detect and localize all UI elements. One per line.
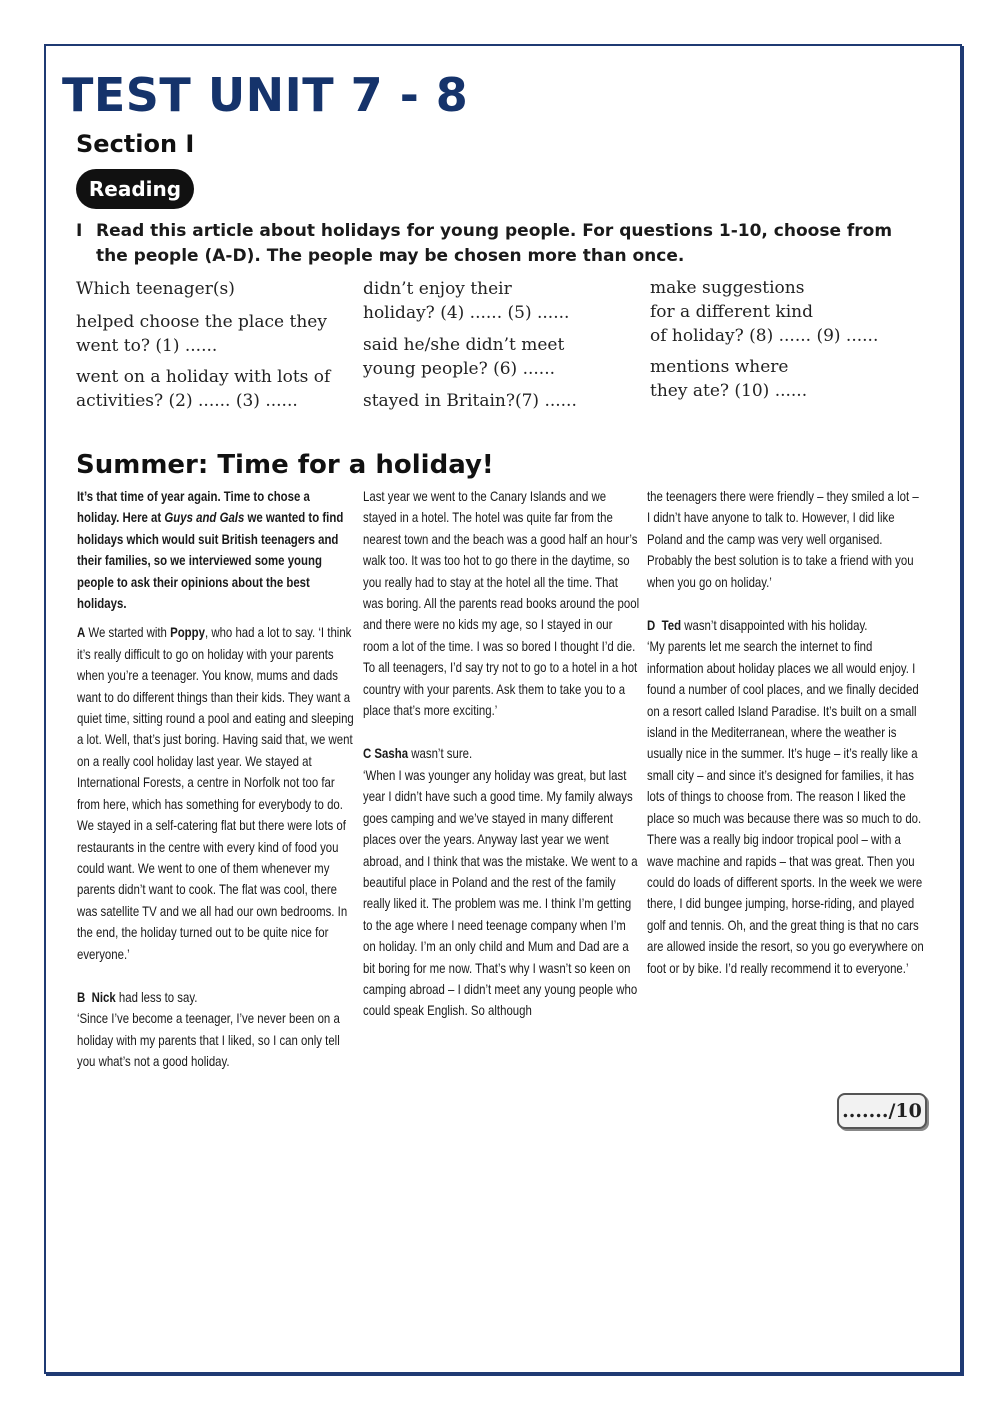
paragraph-letter: D	[647, 618, 656, 634]
question-line: they ate? (10) ......	[650, 381, 808, 401]
score-box: ......./10	[837, 1093, 927, 1129]
paragraph-b-heading	[77, 987, 354, 1008]
question-line: helped choose the place they	[76, 312, 327, 332]
paragraph-b-continued: Last year we went to the Canary Islands and we stayed in a hotel. The hotel was quite far from the nearest town and the beach was a good half an hour’s walk too. It was too hot to go there in the daytime, so you really had to stay at the hotel all the time. That was boring. All the parents read books around the pool and there were no kids my age, so I stayed in our room a lot of the time. I was so bored I thought I’d die. To all teenagers, I’d say try not to go to a hotel in a hot country with your parents. Ask them to take you to a place that’s more exciting.’	[363, 489, 640, 719]
reading-label: Reading	[76, 169, 194, 209]
question-line: stayed in Britain?(7) ......	[363, 391, 577, 411]
paragraph-text: , who had a lot to say. ‘I think it’s really difficult to go on holiday with your parents when you’re a teenager. You know, mums and dads want to do different things than their kids. They want a quiet time, sitting round a pool and eating and sleeping a lot. Well, that’s just boring. Having said that, we went on a really cool holiday last year. We stayed at International Forests, a centre in Norfolk not too far from here, which has something for everybody to do. We stayed in a self-catering flat but there were lots of restaurants in the centre with every kind of food you could want. We went to one of them whenever my parents didn’t want to cook. The flat was cool, there was satellite TV and we all had our own bedrooms. In the end, the holiday turned out to be quite nice for everyone.’	[77, 625, 354, 962]
section-heading: Section I	[76, 130, 195, 158]
questions-col-1	[76, 277, 330, 413]
question-line: of holiday? (8) ...... (9) ......	[650, 326, 879, 346]
paragraph-text: wasn’t disappointed with his holiday.	[681, 618, 868, 634]
person-name: Ted	[661, 618, 682, 634]
question-line: Which teenager(s)	[76, 279, 235, 299]
magazine-name: Guys and Gals	[164, 510, 245, 526]
question-line: went to? (1) ......	[76, 336, 218, 356]
paragraph-c: ‘When I was younger any holiday was great, but last year I didn’t have such a good time. My family always goes camping and we’ve stayed in many different places over the years. Anyway last year we went abroad, and I think that was the mistake. We went to a beautiful place in Poland and the rest of the family really liked it. The problem was me. I think I’m getting to the age where I need teenage company when I’m on holiday. I’m an only child and Mum and Dad are a bit boring for me now. That’s why I wasn’t so keen on camping abroad – I didn’t meet any young people who could speak English. So although	[363, 767, 638, 1019]
paragraph-text: wasn’t sure.	[408, 746, 473, 762]
instruction-text: Read this article about holidays for young people. For questions 1-10, choose from the people (A-D). The people may be chosen more than once.	[96, 221, 893, 266]
instruction	[76, 219, 916, 269]
paragraph-b: ‘Since I’ve become a teenager, I’ve never been on a holiday with my parents that I liked, so I can only tell you what’s not a good holiday.	[77, 1011, 340, 1070]
paragraph-c-continued: the teenagers there were friendly – they smiled a lot – I didn’t have anyone to talk to. However, I did like Poland and the camp was very well organised. Probably the best solution is to take a friend with you when you go on holiday.’	[647, 489, 919, 590]
page-title: TEST UNIT 7 - 8	[62, 68, 469, 122]
question-line: activities? (2) ...... (3) ......	[76, 391, 298, 411]
article-title: Summer: Time for a holiday!	[76, 450, 494, 480]
questions-col-3	[650, 276, 878, 403]
paragraph-c-heading	[363, 743, 640, 764]
question-line: holiday? (4) ...... (5) ......	[363, 303, 570, 323]
paragraph-letter: A	[77, 625, 86, 641]
question-line: said he/she didn’t meet	[363, 335, 565, 355]
question-line: went on a holiday with lots of	[76, 367, 331, 387]
intro-text: we wanted to find holidays which would suit British teenagers and their families, so we interviewed some young people to ask their opinions about the best holidays.	[77, 510, 344, 612]
article-column-2	[363, 486, 640, 1022]
question-line: for a different kind	[650, 302, 813, 322]
article-column-3	[647, 486, 924, 979]
article-column-1	[77, 486, 354, 1073]
paragraph-text: We started with	[85, 625, 171, 641]
paragraph-d-heading	[647, 615, 924, 636]
paragraph-text: had less to say.	[115, 989, 198, 1005]
person-name: Sasha	[374, 746, 409, 762]
intro-text: It’s that time of year again. Time to chose a holiday. Here at	[77, 489, 310, 526]
person-name: Nick	[91, 989, 116, 1005]
question-line: mentions where	[650, 357, 789, 377]
paragraph-d: ‘My parents let me search the internet to find information about holiday places we all would enjoy. I found a number of cool places, and we finally decided on a resort called Island Paradise. It’s built on a small island in the Mediterranean, where the weather is usually nice in the summer. It’s huge – it’s really like a small city – and since it’s designed for families, it has lots of things to choose from. The reason I liked the place so much was because there was so much to do. There was a really big indoor tropical pool – with a wave machine and rapids – that was great. Then you could do loads of different sports. In the week we were there, I did bungee jumping, horse-riding, and played golf and tennis. Oh, and the great thing is that no cars are allowed inside the resort, so you go everywhere on foot or by bike. I’d really recommend it to everyone.’	[647, 639, 924, 976]
paragraph-a	[77, 622, 354, 965]
article-intro	[77, 486, 354, 614]
question-line: make suggestions	[650, 278, 805, 298]
question-line: young people? (6) ......	[363, 359, 556, 379]
questions-col-2	[363, 277, 577, 413]
question-line: didn’t enjoy their	[363, 279, 512, 299]
instruction-number: I	[76, 221, 83, 241]
person-name: Poppy	[170, 625, 205, 641]
paragraph-letter: C	[363, 746, 372, 762]
paragraph-letter: B	[77, 989, 86, 1005]
